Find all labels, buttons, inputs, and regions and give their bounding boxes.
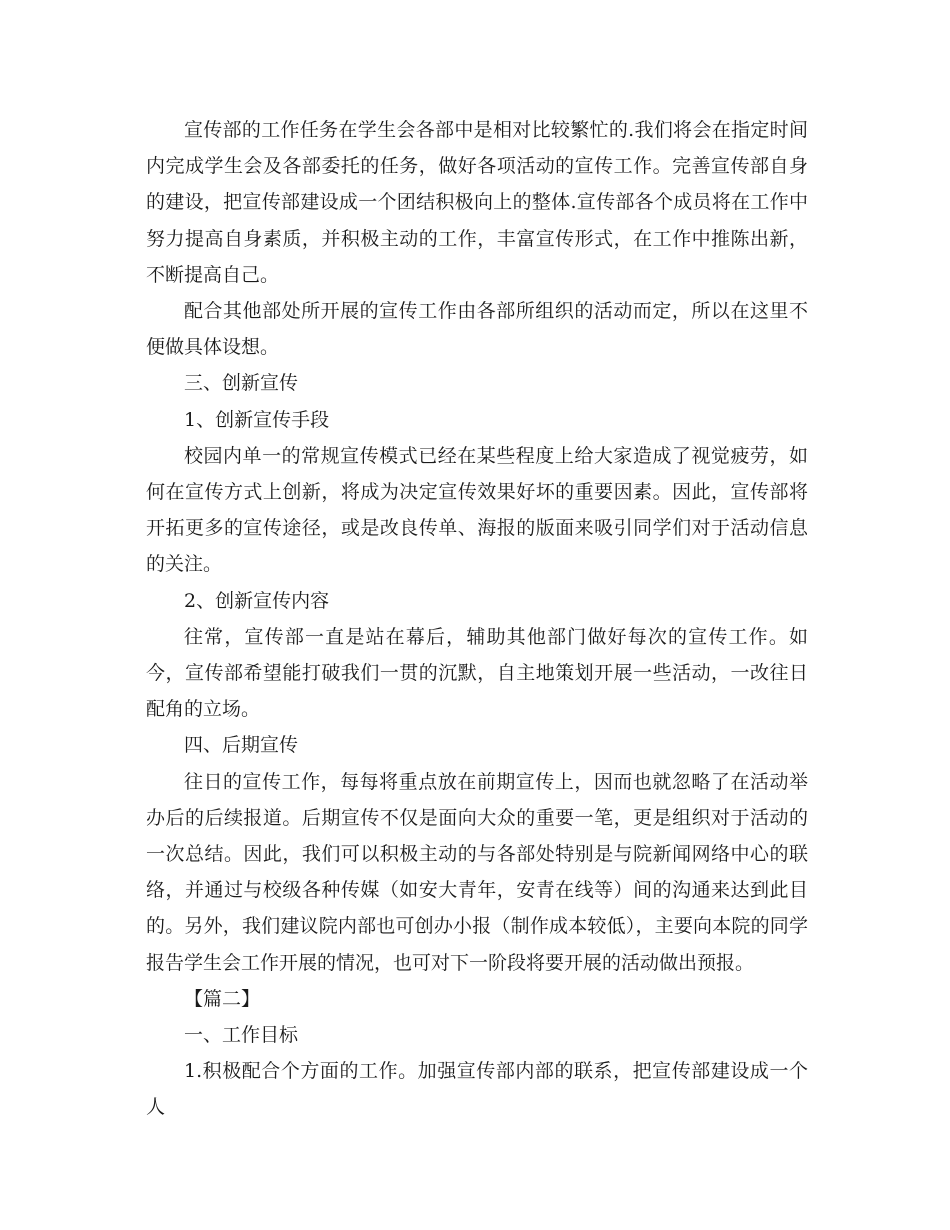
paragraph-innovative-means: 校园内单一的常规宣传模式已经在某些程度上给大家造成了视觉疲劳，如何在宣传方式上创新，将成为决定宣传效果好坏的重要因素。因此，宣传部将开拓更多的宣传途径，或是改良传单、海报的版面来吸引同学们对于活动信息的关注。 <box>146 444 808 576</box>
subheading-innovative-content: 2、创新宣传内容 <box>184 589 330 612</box>
paragraph-later-publicity: 往日的宣传工作，每每将重点放在前期宣传上，因而也就忽略了在活动举办后的后续报道。后期宣传不仅是面向大众的重要一笔，更是组织对于活动的一次总结。因此，我们可以积极主动的与各部处特别是与院新闻网络中心的联络，并通过与校级各种传媒（如安大青年，安青在线等）间的沟通来达到此目的。另外，我们建议院内部也可创办小报（制作成本较低），主要向本院的同学报告学生会工作开展的情况，也可对下一阶段将要开展的活动做出预报。 <box>146 770 808 974</box>
paragraph-innovative-content: 往常，宣传部一直是站在幕后，辅助其他部门做好每次的宣传工作。如今，宣传部希望能打破我们一贯的沉默，自主地策划开展一些活动，一改往日配角的立场。 <box>146 625 808 721</box>
document-body <box>146 112 808 1126</box>
heading-work-goals: 一、工作目标 <box>184 1024 299 1047</box>
subheading-innovative-means: 1、创新宣传手段 <box>184 408 330 431</box>
paragraph-cooperation: 配合其他部处所开展的宣传工作由各部所组织的活动而定，所以在这里不便做具体设想。 <box>146 300 808 359</box>
paragraph-work-tasks: 宣传部的工作任务在学生会各部中是相对比较繁忙的.我们将会在指定时间内完成学生会及各部委托的任务，做好各项活动的宣传工作。完善宣传部自身的建设，把宣传部建设成一个团结积极向上的整体.宣传部各个成员将在工作中努力提高自身素质，并积极主动的工作，丰富宣传形式，在工作中推陈出新，不断提高自己。 <box>146 119 808 286</box>
heading-innovative-publicity: 三、创新宣传 <box>184 372 299 395</box>
heading-part-two: 【篇二】 <box>184 987 261 1010</box>
heading-later-publicity: 四、后期宣传 <box>184 734 299 757</box>
paragraph-goal-one: 1.积极配合个方面的工作。加强宣传部内部的联系，把宣传部建设成一个人 <box>146 1060 808 1119</box>
